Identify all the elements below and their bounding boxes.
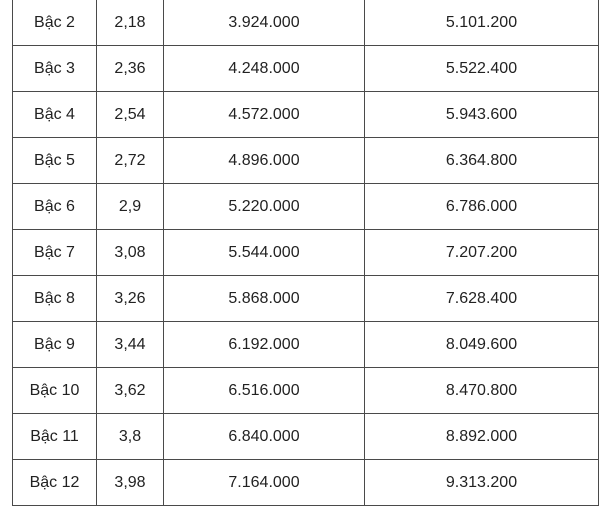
salary-b-cell: 7.628.400 (365, 276, 599, 322)
salary-b-cell: 8.892.000 (365, 414, 599, 460)
salary-a-cell: 4.896.000 (164, 138, 365, 184)
coefficient-cell: 2,72 (97, 138, 164, 184)
salary-a-cell: 6.840.000 (164, 414, 365, 460)
salary-b-cell: 7.207.200 (365, 230, 599, 276)
salary-b-cell: 6.786.000 (365, 184, 599, 230)
coefficient-cell: 3,44 (97, 322, 164, 368)
table-row (13, 92, 599, 138)
table-row (13, 322, 599, 368)
salary-a-cell: 5.220.000 (164, 184, 365, 230)
grade-cell: Bậc 6 (13, 184, 97, 230)
table-row (13, 0, 599, 46)
coefficient-cell: 3,8 (97, 414, 164, 460)
table-row (13, 184, 599, 230)
grade-cell: Bậc 4 (13, 92, 97, 138)
table-row (13, 368, 599, 414)
coefficient-cell: 3,26 (97, 276, 164, 322)
grade-cell: Bậc 2 (13, 0, 97, 46)
salary-b-cell: 8.470.800 (365, 368, 599, 414)
salary-a-cell: 3.924.000 (164, 0, 365, 46)
coefficient-cell: 3,62 (97, 368, 164, 414)
coefficient-cell: 2,36 (97, 46, 164, 92)
grade-cell: Bậc 5 (13, 138, 97, 184)
salary-table-container (12, 0, 598, 506)
salary-a-cell: 4.248.000 (164, 46, 365, 92)
table-row (13, 414, 599, 460)
table-row (13, 276, 599, 322)
table-row (13, 230, 599, 276)
salary-table-body (13, 0, 599, 506)
grade-cell: Bậc 7 (13, 230, 97, 276)
salary-b-cell: 8.049.600 (365, 322, 599, 368)
table-row (13, 46, 599, 92)
grade-cell: Bậc 11 (13, 414, 97, 460)
salary-a-cell: 6.192.000 (164, 322, 365, 368)
salary-table (12, 0, 599, 506)
salary-a-cell: 5.868.000 (164, 276, 365, 322)
coefficient-cell: 2,9 (97, 184, 164, 230)
salary-b-cell: 6.364.800 (365, 138, 599, 184)
salary-a-cell: 4.572.000 (164, 92, 365, 138)
coefficient-cell: 2,18 (97, 0, 164, 46)
grade-cell: Bậc 12 (13, 460, 97, 506)
coefficient-cell: 3,08 (97, 230, 164, 276)
grade-cell: Bậc 3 (13, 46, 97, 92)
table-row (13, 460, 599, 506)
grade-cell: Bậc 9 (13, 322, 97, 368)
salary-b-cell: 9.313.200 (365, 460, 599, 506)
coefficient-cell: 3,98 (97, 460, 164, 506)
salary-a-cell: 6.516.000 (164, 368, 365, 414)
salary-b-cell: 5.522.400 (365, 46, 599, 92)
salary-b-cell: 5.101.200 (365, 0, 599, 46)
salary-a-cell: 5.544.000 (164, 230, 365, 276)
grade-cell: Bậc 8 (13, 276, 97, 322)
salary-a-cell: 7.164.000 (164, 460, 365, 506)
grade-cell: Bậc 10 (13, 368, 97, 414)
coefficient-cell: 2,54 (97, 92, 164, 138)
table-row (13, 138, 599, 184)
salary-b-cell: 5.943.600 (365, 92, 599, 138)
